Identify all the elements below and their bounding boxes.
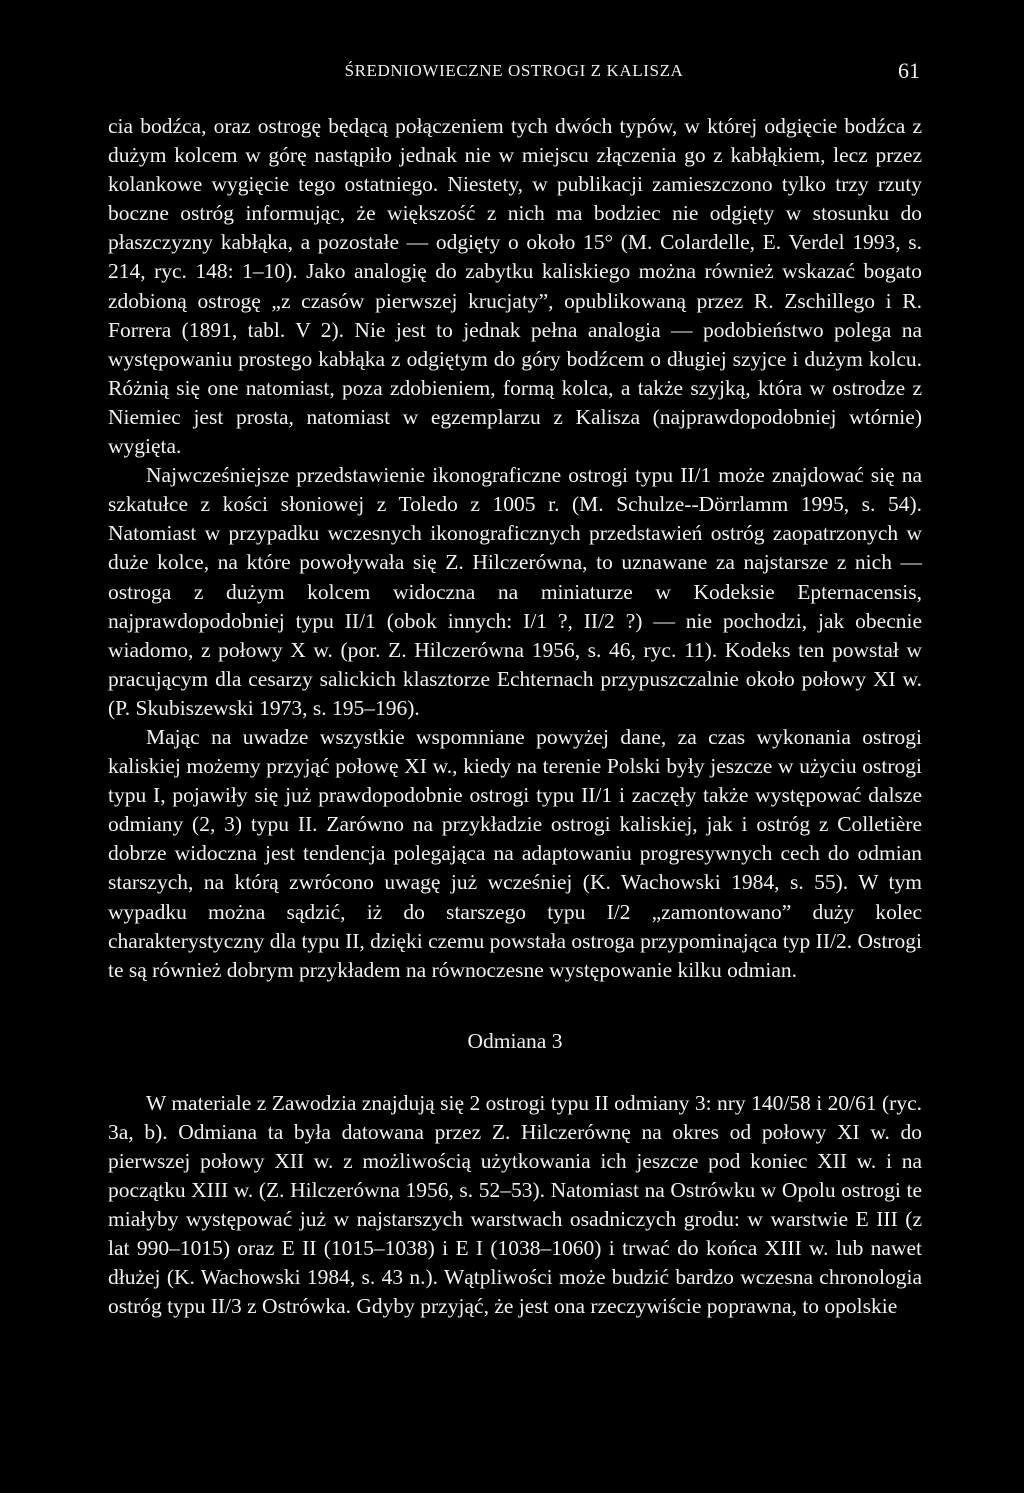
page-number: 61: [898, 58, 920, 83]
body-text: [108, 112, 922, 1322]
running-title: ŚREDNIOWIECZNE OSTROGI Z KALISZA: [344, 61, 684, 80]
paragraph: W materiale z Zawodzia znajdują się 2 ostrogi typu II odmiany 3: nry 140/58 i 20/61 (ryc. 3a, b). Odmiana ta była datowana przez Z. Hilczerównę na okres od połowy XI w. do pierwszej połowy XII w. z możliwością użytkowania ich jeszcze pod koniec XII w. i na początku XIII w. (Z. Hilczerówna 1956, s. 52–53). Natomiast na Ostrówku w Opolu ostrogi te miałyby występować już w najstarszych warstwach osadniczych grodu: w warstwie E III (z lat 990–1015) oraz E II (1015–1038) i E I (1038–1060) i trwać do końca XIII w. lub nawet dłużej (K. Wachowski 1984, s. 43 n.). Wątpliwości może budzić bardzo wczesna chronologia ostróg typu II/3 z Ostrówka. Gdyby przyjąć, że jest ona rzeczywiście poprawna, to opolskie: [108, 1090, 922, 1319]
paragraph: Najwcześniejsze przedstawienie ikonograficzne ostrogi typu II/1 może znajdować się na szkatułce z kości słoniowej z Toledo z 1005 r. (M. Schulze-⁠-Dörrlamm 1995, s. 54). Natomiast w przypadku wczesnych ikonograficznych przedstawień ostróg zaopatrzonych w duże kolce, na które powoływała się Z. Hilczerówna, to uznawane za najstarsze z nich — ostroga z dużym kolcem widoczna na miniaturze w Kodeksie Epternacensis, najprawdopodobniej typu II/1 (obok innych: I/1 ?, II/2 ?) — nie pochodzi, jak obecnie wiadomo, z połowy X w. (por. Z. Hilczerówna 1956, s. 46, ryc. 11). Kodeks ten powstał w pracującym dla cesarzy salickich klasztorze Echternach przypuszczalnie około połowy XI w. (P. Skubiszewski 1973, s. 195–196).: [108, 463, 922, 720]
section-heading: Odmiana 3: [467, 1028, 563, 1053]
running-head: [108, 58, 920, 88]
paragraph: Mając na uwadze wszystkie wspomniane powyżej dane, za czas wykonania ostrogi kaliskiej możemy przyjąć połowę XI w., kiedy na terenie Polski były jeszcze w użyciu ostrogi typu I, pojawiły się już prawdopodobnie ostrogi typu II/1 i zaczęły także występować dalsze odmiany (2, 3) typu II. Zarówno na przykładzie ostrogi kaliskiej, jak i ostróg z Colletière dobrze widoczna jest tendencja polegająca na adaptowaniu progresywnych cech do odmian starszych, na którą zwrócono uwagę już wcześniej (K. Wachowski 1984, s. 55). W tym wypadku można sądzić, iż do starszego typu I/2 „zamontowano” duży kolec charakterystyczny dla typu II, dzięki czemu powstała ostroga przypominająca typ II/2. Ostrogi te są również dobrym przykładem na równoczesne występowanie kilku odmian.: [108, 724, 922, 982]
paragraph-continued: cia bodźca, oraz ostrogę będącą połączeniem tych dwóch typów, w której odgięcie bodźca z dużym kolcem w górę nastąpiło jednak nie w miejscu złączenia go z kabłąkiem, lecz przez kolankowe wygięcie tego ostatniego. Niestety, w publikacji zamieszczono tylko trzy rzuty boczne ostróg informując, że większość z nich ma bodziec nie odgięty w stosunku do płaszczyzny kabłąka, a pozostałe — odgięty o około 15° (M. Colardelle, E. Verdel 1993, s. 214, ryc. 148: 1–10). Jako analogię do zabytku kaliskiego można również wskazać bogato zdobioną ostrogę „z czasów pierwszej krucjaty”, opublikowaną przez R. Zschillego i R. Forrera (1891, tabl. V 2). Nie jest to jednak pełna analogia — podobieństwo polega na występowaniu prostego kabłąka z odgiętym do góry bodźcem o długiej szyjce i dużym kolcu. Różnią się one natomiast, poza zdobieniem, formą kolca, a także szyjką, która w ostrodze z Niemiec jest prosta, natomiast w egzemplarzu z Kalisza (najprawdopodobniej wtórnie) wygięta.: [108, 114, 922, 459]
